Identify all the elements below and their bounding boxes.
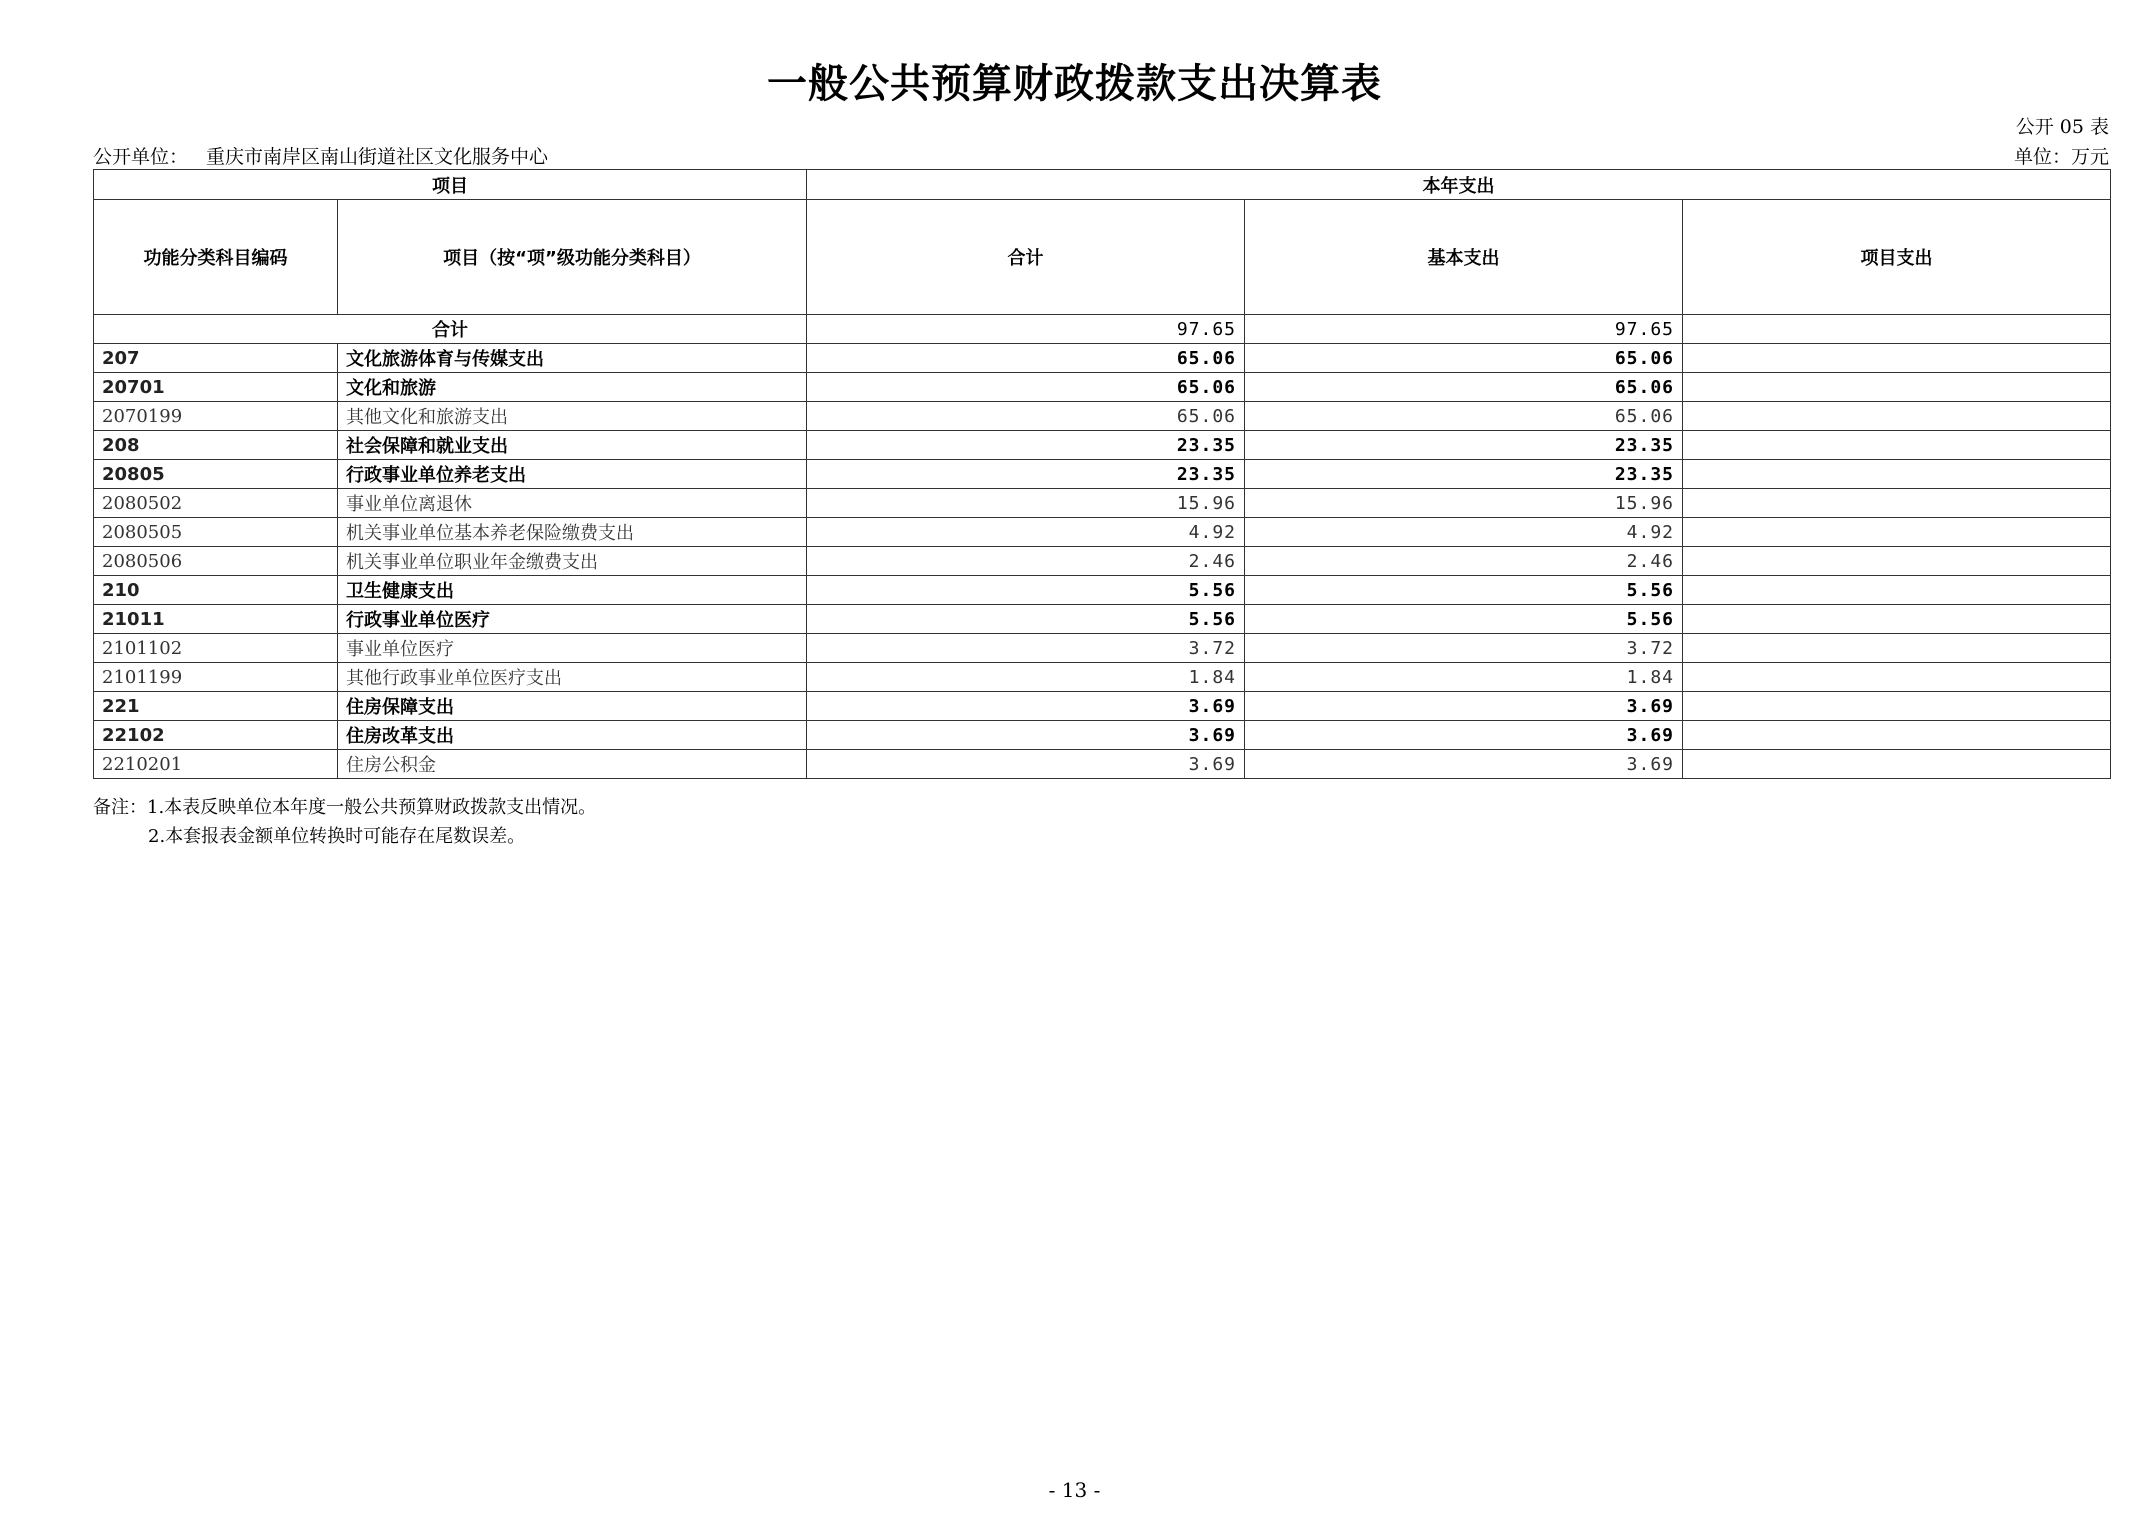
table-row — [94, 344, 2111, 373]
code-cell: 221 — [94, 692, 338, 721]
table-row — [94, 547, 2111, 576]
code-cell: 2080505 — [94, 518, 338, 547]
total-cell: 1.84 — [807, 663, 1245, 692]
name-cell: 机关事业单位基本养老保险缴费支出 — [338, 518, 807, 547]
table-row — [94, 663, 2111, 692]
header-project: 项目 — [94, 170, 807, 200]
notes — [93, 793, 596, 851]
total-row — [94, 315, 2111, 344]
total-basic: 97.65 — [1245, 315, 1683, 344]
name-cell: 其他文化和旅游支出 — [338, 402, 807, 431]
total-cell: 23.35 — [807, 431, 1245, 460]
basic-cell: 65.06 — [1245, 402, 1683, 431]
table-row — [94, 489, 2111, 518]
code-cell: 210 — [94, 576, 338, 605]
project-cell — [1683, 721, 2111, 750]
page-title: 一般公共预算财政拨款支出决算表 — [767, 61, 1382, 107]
header-project-exp: 项目支出 — [1683, 200, 2111, 315]
total-cell: 15.96 — [807, 489, 1245, 518]
name-cell: 住房公积金 — [338, 750, 807, 779]
name-cell: 文化和旅游 — [338, 373, 807, 402]
name-cell: 住房改革支出 — [338, 721, 807, 750]
org-name: 重庆市南岸区南山街道社区文化服务中心 — [206, 146, 549, 168]
table-row — [94, 460, 2111, 489]
expenditure-table — [93, 169, 2111, 779]
basic-cell: 2.46 — [1245, 547, 1683, 576]
table-row — [94, 605, 2111, 634]
project-cell — [1683, 402, 2111, 431]
name-cell: 事业单位离退休 — [338, 489, 807, 518]
total-cell: 65.06 — [807, 344, 1245, 373]
total-cell: 65.06 — [807, 373, 1245, 402]
table-row — [94, 518, 2111, 547]
name-cell: 其他行政事业单位医疗支出 — [338, 663, 807, 692]
organization-info — [93, 142, 548, 169]
project-cell — [1683, 750, 2111, 779]
total-cell: 23.35 — [807, 460, 1245, 489]
project-cell — [1683, 605, 2111, 634]
basic-cell: 3.72 — [1245, 634, 1683, 663]
code-cell: 2101199 — [94, 663, 338, 692]
code-cell: 20701 — [94, 373, 338, 402]
basic-cell: 65.06 — [1245, 344, 1683, 373]
code-cell: 207 — [94, 344, 338, 373]
name-cell: 事业单位医疗 — [338, 634, 807, 663]
basic-cell: 23.35 — [1245, 460, 1683, 489]
table-body — [94, 315, 2111, 779]
name-cell: 文化旅游体育与传媒支出 — [338, 344, 807, 373]
total-cell: 3.69 — [807, 692, 1245, 721]
name-cell: 住房保障支出 — [338, 692, 807, 721]
basic-cell: 5.56 — [1245, 605, 1683, 634]
project-cell — [1683, 344, 2111, 373]
basic-cell: 23.35 — [1245, 431, 1683, 460]
basic-cell: 5.56 — [1245, 576, 1683, 605]
name-cell: 社会保障和就业支出 — [338, 431, 807, 460]
header-row-1 — [94, 170, 2111, 200]
header-name: 项目（按“项”级功能分类科目） — [338, 200, 807, 315]
table-row — [94, 634, 2111, 663]
code-cell: 2070199 — [94, 402, 338, 431]
project-cell — [1683, 634, 2111, 663]
code-cell: 21011 — [94, 605, 338, 634]
code-cell: 2080502 — [94, 489, 338, 518]
code-cell: 2210201 — [94, 750, 338, 779]
total-total: 97.65 — [807, 315, 1245, 344]
total-cell: 5.56 — [807, 576, 1245, 605]
basic-cell: 1.84 — [1245, 663, 1683, 692]
project-cell — [1683, 663, 2111, 692]
project-cell — [1683, 431, 2111, 460]
code-cell: 208 — [94, 431, 338, 460]
table-number: 公开 05 表 — [2015, 116, 2109, 138]
table-row — [94, 692, 2111, 721]
code-cell: 22102 — [94, 721, 338, 750]
note-line-2: 2.本套报表金额单位转换时可能存在尾数误差。 — [148, 826, 526, 847]
header-basic: 基本支出 — [1245, 200, 1683, 315]
header-code: 功能分类科目编码 — [94, 200, 338, 315]
project-cell — [1683, 547, 2111, 576]
project-cell — [1683, 576, 2111, 605]
table-row — [94, 750, 2111, 779]
total-cell: 4.92 — [807, 518, 1245, 547]
project-cell — [1683, 373, 2111, 402]
total-cell: 3.72 — [807, 634, 1245, 663]
project-cell — [1683, 692, 2111, 721]
unit-row — [93, 142, 2109, 169]
total-cell: 65.06 — [807, 402, 1245, 431]
org-label: 公开单位： — [93, 146, 189, 168]
name-cell: 机关事业单位职业年金缴费支出 — [338, 547, 807, 576]
code-cell: 2080506 — [94, 547, 338, 576]
basic-cell: 4.92 — [1245, 518, 1683, 547]
total-project — [1683, 315, 2111, 344]
total-cell: 3.69 — [807, 721, 1245, 750]
total-cell: 2.46 — [807, 547, 1245, 576]
basic-cell: 3.69 — [1245, 721, 1683, 750]
table-row — [94, 431, 2111, 460]
total-cell: 3.69 — [807, 750, 1245, 779]
name-cell: 卫生健康支出 — [338, 576, 807, 605]
header-total: 合计 — [807, 200, 1245, 315]
code-cell: 2101102 — [94, 634, 338, 663]
project-cell — [1683, 489, 2111, 518]
project-cell — [1683, 518, 2111, 547]
unit-label: 单位：万元 — [2013, 146, 2109, 168]
total-label: 合计 — [94, 315, 807, 344]
name-cell: 行政事业单位医疗 — [338, 605, 807, 634]
page-number: - 13 - — [1048, 1478, 1101, 1502]
header-current-year: 本年支出 — [807, 170, 2111, 200]
header-row-2 — [94, 200, 2111, 315]
basic-cell: 15.96 — [1245, 489, 1683, 518]
basic-cell: 3.69 — [1245, 750, 1683, 779]
total-cell: 5.56 — [807, 605, 1245, 634]
basic-cell: 3.69 — [1245, 692, 1683, 721]
code-cell: 20805 — [94, 460, 338, 489]
table-row — [94, 576, 2111, 605]
table-row — [94, 373, 2111, 402]
project-cell — [1683, 460, 2111, 489]
note-line-1: 备注：1.本表反映单位本年度一般公共预算财政拨款支出情况。 — [93, 797, 597, 818]
basic-cell: 65.06 — [1245, 373, 1683, 402]
name-cell: 行政事业单位养老支出 — [338, 460, 807, 489]
table-row — [94, 402, 2111, 431]
table-row — [94, 721, 2111, 750]
